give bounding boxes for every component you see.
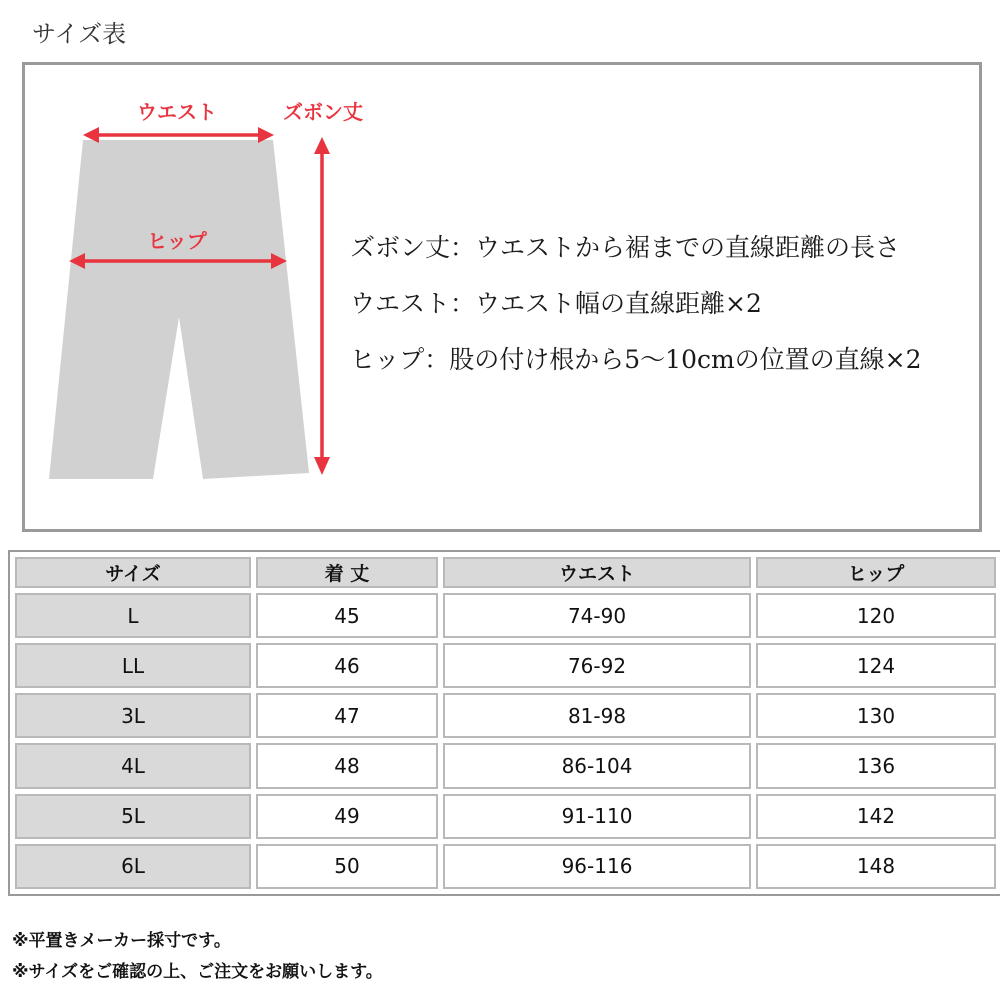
size-cell: L bbox=[15, 593, 251, 638]
hip-cell: 136 bbox=[756, 743, 996, 788]
header-hip: ヒップ bbox=[756, 557, 996, 588]
size-cell: 3L bbox=[15, 693, 251, 738]
pants-silhouette-icon bbox=[49, 140, 309, 479]
size-cell: 4L bbox=[15, 743, 251, 788]
size-cell: LL bbox=[15, 643, 251, 688]
hip-cell: 142 bbox=[756, 794, 996, 839]
hip-label: ヒップ bbox=[147, 229, 207, 253]
header-size: サイズ bbox=[15, 557, 251, 588]
waist-cell: 74-90 bbox=[443, 593, 751, 638]
table-header-row bbox=[15, 557, 996, 588]
definition-waist: ウエスト：ウエスト幅の直線距離×2 bbox=[350, 289, 762, 318]
table-row bbox=[15, 844, 996, 889]
length-arrow-icon bbox=[314, 137, 330, 475]
table-row bbox=[15, 593, 996, 638]
waist-cell: 96-116 bbox=[443, 844, 751, 889]
header-waist: ウエスト bbox=[443, 557, 751, 588]
hip-cell: 130 bbox=[756, 693, 996, 738]
table-row bbox=[15, 643, 996, 688]
size-cell: 6L bbox=[15, 844, 251, 889]
page-title: サイズ表 bbox=[32, 20, 127, 48]
size-table bbox=[8, 550, 1000, 896]
note-measurement: ※平置きメーカー採寸です。 bbox=[12, 931, 231, 951]
length-cell: 47 bbox=[256, 693, 438, 738]
table-row bbox=[15, 743, 996, 788]
waist-cell: 76-92 bbox=[443, 643, 751, 688]
length-cell: 50 bbox=[256, 844, 438, 889]
table-row bbox=[15, 794, 996, 839]
waist-cell: 81-98 bbox=[443, 693, 751, 738]
length-cell: 45 bbox=[256, 593, 438, 638]
note-confirm: ※サイズをご確認の上、ご注文をお願いします。 bbox=[12, 962, 383, 982]
table-row bbox=[15, 693, 996, 738]
definition-hip: ヒップ：股の付け根から5〜10cmの位置の直線×2 bbox=[350, 345, 922, 374]
measurement-definitions bbox=[350, 220, 990, 388]
header-length: 着 丈 bbox=[256, 557, 438, 588]
length-cell: 48 bbox=[256, 743, 438, 788]
hip-cell: 124 bbox=[756, 643, 996, 688]
waist-cell: 91-110 bbox=[443, 794, 751, 839]
waist-label: ウエスト bbox=[137, 100, 217, 124]
length-label: ズボン丈 bbox=[283, 100, 363, 124]
definition-length: ズボン丈：ウエストから裾までの直線距離の長さ bbox=[350, 233, 901, 262]
waist-cell: 86-104 bbox=[443, 743, 751, 788]
size-diagram bbox=[22, 62, 982, 532]
length-cell: 46 bbox=[256, 643, 438, 688]
hip-cell: 148 bbox=[756, 844, 996, 889]
notes bbox=[12, 926, 383, 988]
pants-diagram bbox=[25, 65, 365, 531]
size-cell: 5L bbox=[15, 794, 251, 839]
hip-cell: 120 bbox=[756, 593, 996, 638]
length-cell: 49 bbox=[256, 794, 438, 839]
